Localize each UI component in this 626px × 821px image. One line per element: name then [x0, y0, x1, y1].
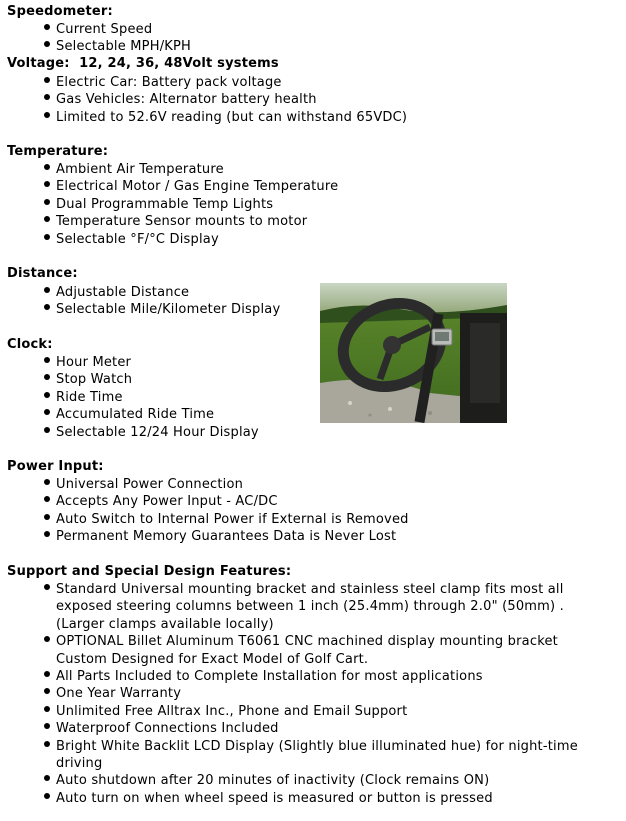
power-input-list: [42, 476, 409, 546]
list-item: Electric Car: Battery pack voltage: [42, 74, 407, 91]
list-item: Permanent Memory Guarantees Data is Never Lost: [42, 528, 409, 545]
list-item: Unlimited Free Alltrax Inc., Phone and Email Support: [42, 703, 596, 720]
steering-wheel-illustration: [320, 283, 507, 423]
list-item: OPTIONAL Billet Aluminum T6061 CNC machined display mounting bracket Custom Designed for Exact Model of Golf Cart.: [42, 633, 596, 668]
list-item: Standard Universal mounting bracket and stainless steel clamp fits most all exposed steering columns between 1 inch (25.4mm) through 2.0" (50mm) . (Larger clamps available locally): [42, 581, 596, 633]
temperature-list: [42, 161, 338, 248]
list-item: Selectable Mile/Kilometer Display: [42, 301, 280, 318]
list-item: Accumulated Ride Time: [42, 406, 259, 423]
voltage-label: Voltage:: [7, 56, 70, 71]
list-item: Waterproof Connections Included: [42, 720, 596, 737]
voltage-systems: 12, 24, 36, 48Volt systems: [79, 56, 279, 71]
list-item: All Parts Included to Complete Installation for most applications: [42, 668, 596, 685]
list-item: Limited to 52.6V reading (but can withstand 65VDC): [42, 109, 407, 126]
distance-list: [42, 284, 280, 319]
list-item: Dual Programmable Temp Lights: [42, 196, 338, 213]
temperature-heading: Temperature:: [7, 144, 109, 159]
list-item: Universal Power Connection: [42, 476, 409, 493]
distance-heading: Distance:: [7, 266, 78, 281]
list-item: Gas Vehicles: Alternator battery health: [42, 91, 407, 108]
voltage-list: [42, 74, 407, 126]
voltage-heading: [7, 56, 279, 71]
clock-list: [42, 354, 259, 441]
list-item: Auto shutdown after 20 minutes of inactivity (Clock remains ON): [42, 772, 596, 789]
list-item: Auto turn on when wheel speed is measured or button is pressed: [42, 790, 596, 807]
support-list: [42, 581, 596, 807]
speedometer-heading: Speedometer:: [7, 4, 113, 19]
power-input-heading: Power Input:: [7, 459, 104, 474]
list-item: Electrical Motor / Gas Engine Temperature: [42, 178, 338, 195]
support-heading: Support and Special Design Features:: [7, 564, 292, 579]
list-item: Selectable 12/24 Hour Display: [42, 424, 259, 441]
list-item: Ride Time: [42, 389, 259, 406]
list-item: One Year Warranty: [42, 685, 596, 702]
list-item: Auto Switch to Internal Power if External is Removed: [42, 511, 409, 528]
clock-heading: Clock:: [7, 337, 53, 352]
list-item: Stop Watch: [42, 371, 259, 388]
list-item: Ambient Air Temperature: [42, 161, 338, 178]
speedometer-list: [42, 21, 191, 56]
list-item: Bright White Backlit LCD Display (Slightly blue illuminated hue) for night-time driving: [42, 738, 596, 773]
steering-wheel-photo: [320, 283, 507, 423]
list-item: Hour Meter: [42, 354, 259, 371]
list-item: Accepts Any Power Input - AC/DC: [42, 493, 409, 510]
list-item: Selectable °F/°C Display: [42, 231, 338, 248]
list-item: Selectable MPH/KPH: [42, 38, 191, 55]
list-item: Current Speed: [42, 21, 191, 38]
list-item: Temperature Sensor mounts to motor: [42, 213, 338, 230]
list-item: Adjustable Distance: [42, 284, 280, 301]
